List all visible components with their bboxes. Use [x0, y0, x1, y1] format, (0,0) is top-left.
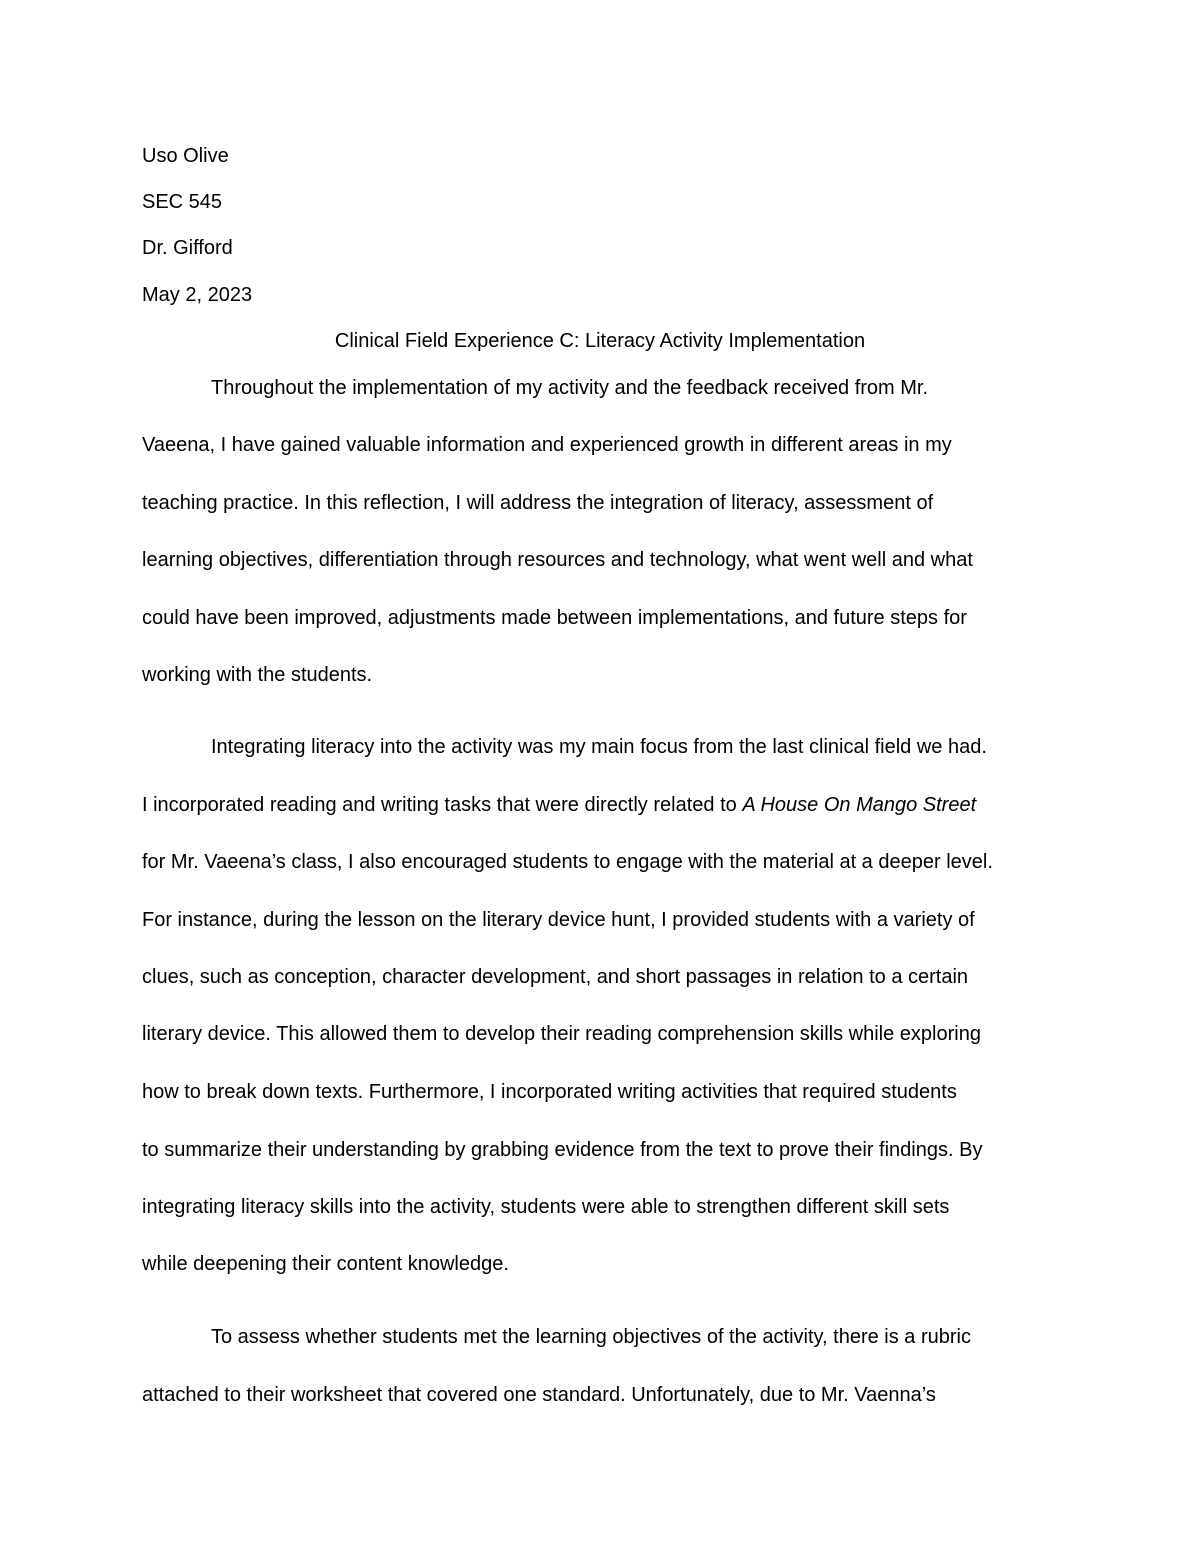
paragraph-line: clues, such as conception, character development, and short passages in relation to a certain	[142, 966, 969, 988]
paragraph-line: while deepening their content knowledge.	[142, 1253, 509, 1275]
paragraph-line: To assess whether students met the learning objectives of the activity, there is a rubric	[211, 1326, 971, 1348]
paragraph-line-text: I incorporated reading and writing tasks that were directly related to	[142, 794, 743, 816]
paragraph-line: literary device. This allowed them to develop their reading comprehension skills while exploring	[142, 1023, 981, 1045]
paragraph-line: how to break down texts. Furthermore, I incorporated writing activities that required students	[142, 1081, 957, 1103]
paragraph-line: For instance, during the lesson on the literary device hunt, I provided students with a variety of	[142, 909, 975, 931]
paragraph-line: could have been improved, adjustments made between implementations, and future steps for	[142, 607, 967, 629]
paragraph-line: Integrating literacy into the activity was my main focus from the last clinical field we had.	[211, 736, 987, 758]
course-code: SEC 545	[142, 191, 223, 213]
paragraph-line: working with the students.	[142, 664, 373, 686]
paragraph-line: teaching practice. In this reflection, I will address the integration of literacy, assessment of	[142, 492, 934, 514]
paragraph-line: integrating literacy skills into the activity, students were able to strengthen different skill sets	[142, 1196, 950, 1218]
paragraph-line: for Mr. Vaeena’s class, I also encouraged students to engage with the material at a deeper level.	[142, 851, 993, 873]
document-title: Clinical Field Experience C: Literacy Activity Implementation	[334, 330, 866, 352]
paragraph-line: learning objectives, differentiation through resources and technology, what went well and what	[142, 549, 973, 571]
paragraph-line	[142, 793, 976, 817]
paragraph-line: to summarize their understanding by grabbing evidence from the text to prove their findings. By	[142, 1139, 983, 1161]
document-date: May 2, 2023	[142, 284, 253, 306]
book-title: A House On Mango Street	[742, 794, 977, 816]
paragraph-line: Throughout the implementation of my activity and the feedback received from Mr.	[211, 377, 929, 399]
paragraph-line: attached to their worksheet that covered one standard. Unfortunately, due to Mr. Vaenna’s	[142, 1384, 936, 1406]
instructor-name: Dr. Gifford	[142, 237, 233, 259]
author-name: Uso Olive	[142, 145, 229, 167]
paragraph-line: Vaeena, I have gained valuable information and experienced growth in different areas in my	[142, 434, 952, 456]
